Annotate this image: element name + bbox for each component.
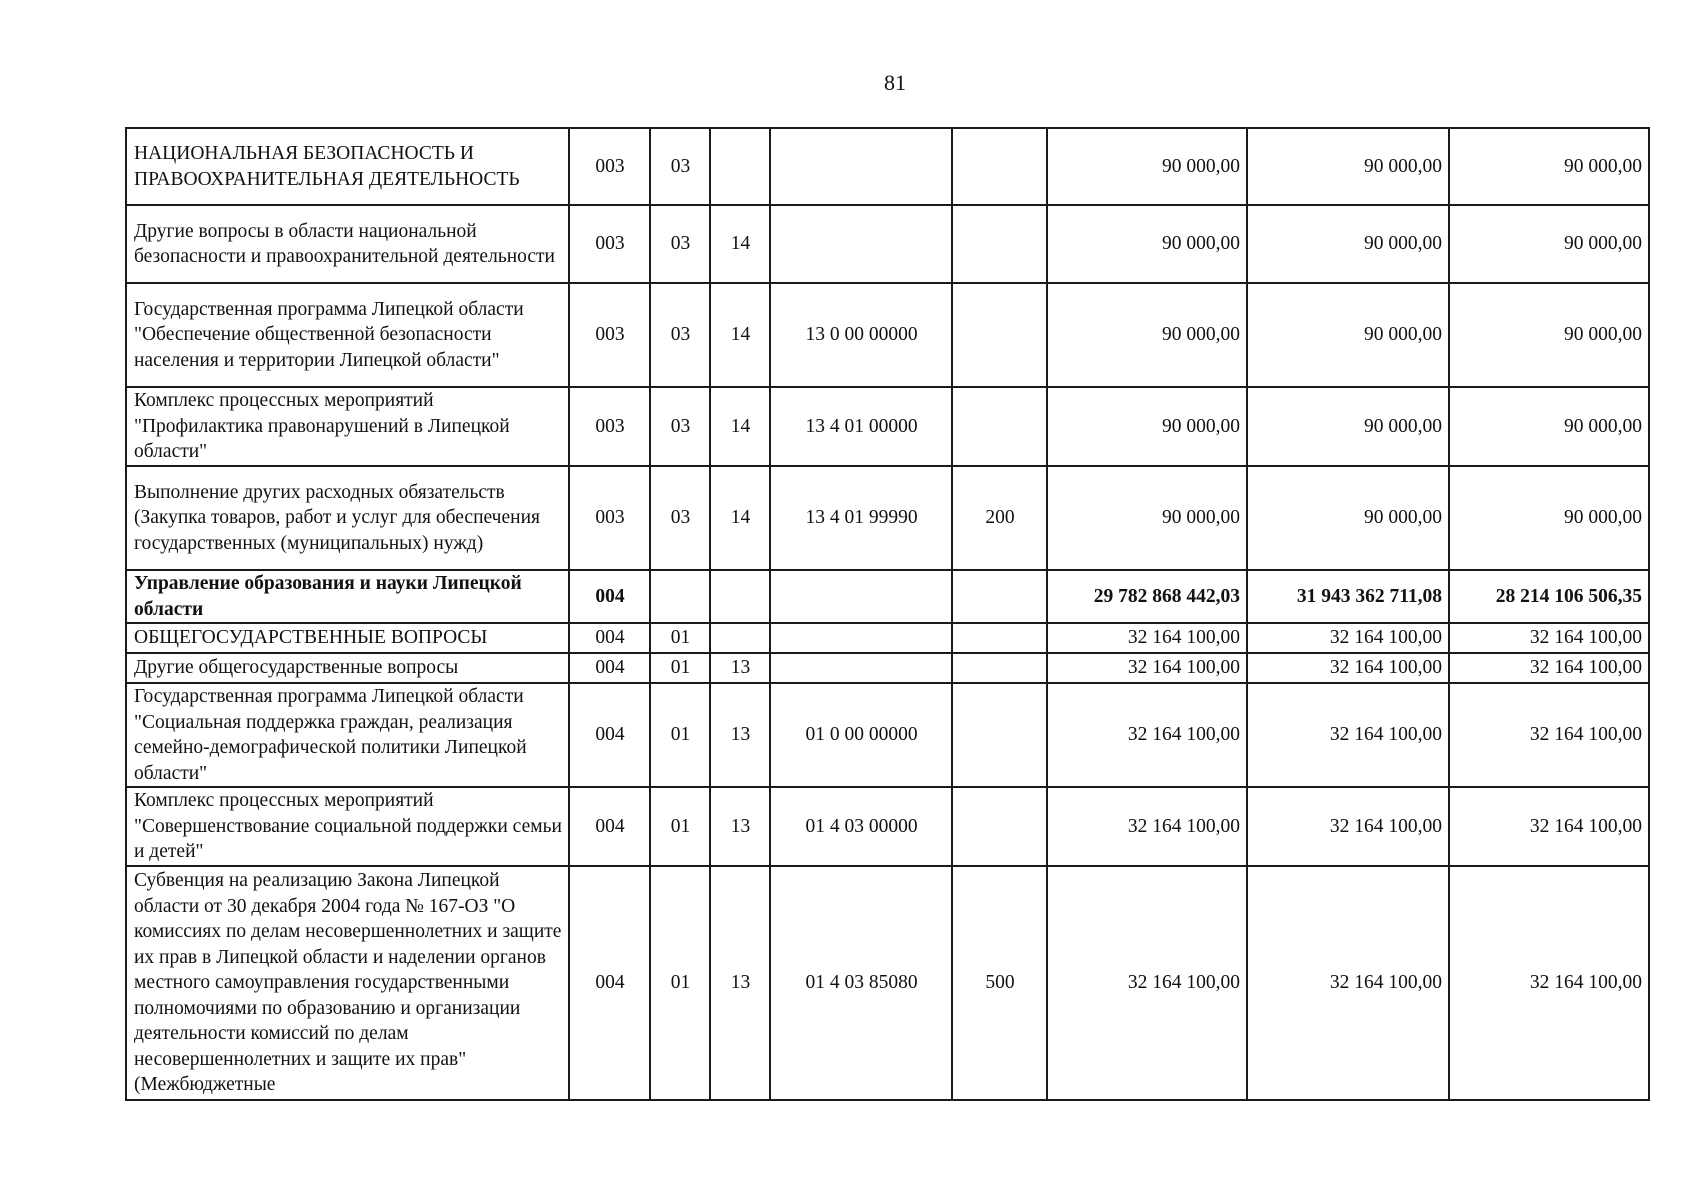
table-row (126, 683, 1649, 787)
ved-code: 003 (569, 387, 650, 466)
amount-year-2: 90 000,00 (1247, 283, 1449, 387)
amount-year-1: 32 164 100,00 (1047, 683, 1247, 787)
amount-year-3: 90 000,00 (1449, 387, 1649, 466)
subsection-code: 13 (710, 787, 770, 866)
amount-year-2: 90 000,00 (1247, 205, 1449, 283)
expense-type-code (952, 387, 1047, 466)
amount-year-1: 32 164 100,00 (1047, 787, 1247, 866)
expense-type-code (952, 623, 1047, 653)
ved-code: 003 (569, 205, 650, 283)
subsection-code: 13 (710, 653, 770, 683)
table-row (126, 623, 1649, 653)
section-code: 01 (650, 866, 710, 1100)
amount-year-2: 32 164 100,00 (1247, 866, 1449, 1100)
budget-table (125, 127, 1650, 1101)
row-name: Управление образования и науки Липецкой области (126, 570, 569, 623)
amount-year-2: 32 164 100,00 (1247, 683, 1449, 787)
amount-year-1: 32 164 100,00 (1047, 653, 1247, 683)
section-code: 03 (650, 205, 710, 283)
target-article-code (770, 623, 952, 653)
amount-year-1: 32 164 100,00 (1047, 623, 1247, 653)
section-code: 03 (650, 387, 710, 466)
amount-year-3: 32 164 100,00 (1449, 623, 1649, 653)
amount-year-1: 32 164 100,00 (1047, 866, 1247, 1100)
section-code: 03 (650, 466, 710, 570)
ved-code: 004 (569, 866, 650, 1100)
amount-year-3: 90 000,00 (1449, 205, 1649, 283)
table-row (126, 653, 1649, 683)
target-article-code: 01 0 00 00000 (770, 683, 952, 787)
expense-type-code (952, 283, 1047, 387)
target-article-code (770, 128, 952, 205)
amount-year-1: 90 000,00 (1047, 387, 1247, 466)
target-article-code (770, 653, 952, 683)
row-name: ОБЩЕГОСУДАРСТВЕННЫЕ ВОПРОСЫ (126, 623, 569, 653)
target-article-code: 13 4 01 00000 (770, 387, 952, 466)
expense-type-code (952, 205, 1047, 283)
target-article-code: 13 4 01 99990 (770, 466, 952, 570)
amount-year-2: 32 164 100,00 (1247, 623, 1449, 653)
amount-year-2: 32 164 100,00 (1247, 653, 1449, 683)
table-row (126, 866, 1649, 1100)
ved-code: 003 (569, 466, 650, 570)
amount-year-1: 29 782 868 442,03 (1047, 570, 1247, 623)
ved-code: 003 (569, 128, 650, 205)
ved-code: 003 (569, 283, 650, 387)
row-name: Комплекс процессных мероприятий "Профилактика правонарушений в Липецкой области" (126, 387, 569, 466)
amount-year-2: 90 000,00 (1247, 387, 1449, 466)
section-code: 01 (650, 653, 710, 683)
table-row (126, 205, 1649, 283)
expense-type-code (952, 653, 1047, 683)
amount-year-1: 90 000,00 (1047, 128, 1247, 205)
amount-year-3: 32 164 100,00 (1449, 683, 1649, 787)
subsection-code: 13 (710, 683, 770, 787)
row-name: Субвенция на реализацию Закона Липецкой области от 30 декабря 2004 года № 167-ОЗ "О комиссиях по делам несовершеннолетних и защите их прав в Липецкой области и наделении органов местного самоуправления государственными полномочиями по образованию и организации деятельности комиссий по делам несовершеннолетних и защите их прав" (Межбюджетные (126, 866, 569, 1100)
amount-year-2: 90 000,00 (1247, 128, 1449, 205)
subsection-code: 13 (710, 866, 770, 1100)
table-row (126, 787, 1649, 866)
expense-type-code (952, 128, 1047, 205)
ved-code: 004 (569, 570, 650, 623)
target-article-code (770, 205, 952, 283)
target-article-code: 01 4 03 00000 (770, 787, 952, 866)
amount-year-2: 32 164 100,00 (1247, 787, 1449, 866)
table-row (126, 283, 1649, 387)
amount-year-2: 31 943 362 711,08 (1247, 570, 1449, 623)
amount-year-3: 90 000,00 (1449, 128, 1649, 205)
section-code: 01 (650, 683, 710, 787)
amount-year-2: 90 000,00 (1247, 466, 1449, 570)
amount-year-3: 90 000,00 (1449, 283, 1649, 387)
section-code: 03 (650, 283, 710, 387)
amount-year-3: 32 164 100,00 (1449, 653, 1649, 683)
subsection-code: 14 (710, 283, 770, 387)
table-row (126, 128, 1649, 205)
section-code: 01 (650, 787, 710, 866)
subsection-code: 14 (710, 466, 770, 570)
row-name: Выполнение других расходных обязательств (Закупка товаров, работ и услуг для обеспечения государственных (муниципальных) нужд) (126, 466, 569, 570)
expense-type-code (952, 683, 1047, 787)
table-row (126, 466, 1649, 570)
subsection-code: 14 (710, 387, 770, 466)
expense-type-code (952, 570, 1047, 623)
row-name: Государственная программа Липецкой области "Социальная поддержка граждан, реализация семейно-демографической политики Липецкой области" (126, 683, 569, 787)
target-article-code: 01 4 03 85080 (770, 866, 952, 1100)
subsection-code (710, 570, 770, 623)
row-name: НАЦИОНАЛЬНАЯ БЕЗОПАСНОСТЬ И ПРАВООХРАНИТЕЛЬНАЯ ДЕЯТЕЛЬНОСТЬ (126, 128, 569, 205)
ved-code: 004 (569, 623, 650, 653)
row-name: Другие общегосударственные вопросы (126, 653, 569, 683)
amount-year-1: 90 000,00 (1047, 205, 1247, 283)
table-row (126, 387, 1649, 466)
row-name: Другие вопросы в области национальной безопасности и правоохранительной деятельности (126, 205, 569, 283)
expense-type-code: 200 (952, 466, 1047, 570)
section-code: 03 (650, 128, 710, 205)
row-name: Государственная программа Липецкой области "Обеспечение общественной безопасности населения и территории Липецкой области" (126, 283, 569, 387)
target-article-code: 13 0 00 00000 (770, 283, 952, 387)
section-code: 01 (650, 623, 710, 653)
row-name: Комплекс процессных мероприятий "Совершенствование социальной поддержки семьи и детей" (126, 787, 569, 866)
amount-year-1: 90 000,00 (1047, 283, 1247, 387)
target-article-code (770, 570, 952, 623)
amount-year-3: 28 214 106 506,35 (1449, 570, 1649, 623)
subsection-code (710, 623, 770, 653)
amount-year-3: 32 164 100,00 (1449, 787, 1649, 866)
ved-code: 004 (569, 683, 650, 787)
ved-code: 004 (569, 653, 650, 683)
amount-year-3: 32 164 100,00 (1449, 866, 1649, 1100)
expense-type-code (952, 787, 1047, 866)
ved-code: 004 (569, 787, 650, 866)
amount-year-3: 90 000,00 (1449, 466, 1649, 570)
amount-year-1: 90 000,00 (1047, 466, 1247, 570)
expense-type-code: 500 (952, 866, 1047, 1100)
subsection-code (710, 128, 770, 205)
page-number: 81 (884, 70, 906, 95)
section-code (650, 570, 710, 623)
subsection-code: 14 (710, 205, 770, 283)
table-row (126, 570, 1649, 623)
